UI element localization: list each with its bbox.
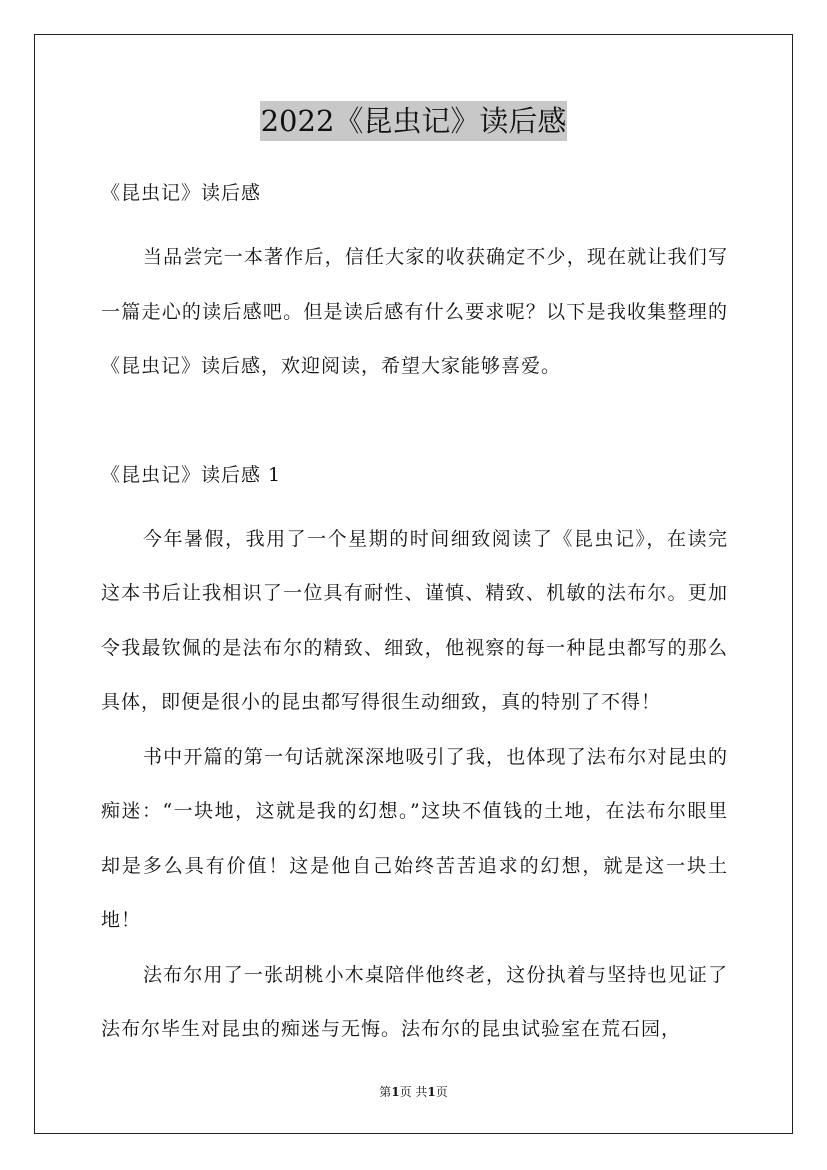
page-suffix: 页 [435, 1085, 448, 1099]
body-paragraph-3: 法布尔用了一张胡桃小木桌陪伴他终老，这份执着与坚持也见证了法布尔毕生对昆虫的痴迷与无悔。法布尔的昆虫试验室在荒石园， [101, 963, 728, 1040]
page-footer [0, 1083, 827, 1101]
document-body [101, 170, 728, 1057]
page-prefix: 第 [379, 1085, 392, 1099]
page-mid: 页 共 [399, 1085, 428, 1099]
body-paragraph-2: 书中开篇的第一句话就深深地吸引了我，也体现了法布尔对昆虫的痴迷：“一块地，这就是我的幻想。”这块不值钱的土地，在法布尔眼里却是多么具有价值！这是他自己始终苦苦追求的幻想，就是这一块土地！ [101, 745, 728, 931]
page-total: 1 [427, 1085, 436, 1099]
section-gap [101, 394, 728, 452]
page-current: 1 [391, 1085, 400, 1099]
document-title [0, 101, 827, 141]
body-paragraph-1: 今年暑假，我用了一个星期的时间细致阅读了《昆虫记》，在读完这本书后让我相识了一位具有耐性、谨慎、精致、机敏的法布尔。更加令我最钦佩的是法布尔的精致、细致，他视察的每一种昆虫都写的那么具体，即便是很小的昆虫都写得很生动细致，真的特别了不得！ [101, 527, 728, 713]
subtitle: 《昆虫记》读后感 [101, 182, 262, 204]
document-title-text: 2022《昆虫记》读后感 [260, 101, 568, 141]
intro-paragraph: 当品尝完一本著作后，信任大家的收获确定不少，现在就让我们写一篇走心的读后感吧。但是读后感有什么要求呢？以下是我收集整理的《昆虫记》读后感，欢迎阅读，希望大家能够喜爱。 [101, 246, 728, 377]
section-heading: 《昆虫记》读后感 1 [101, 463, 282, 486]
